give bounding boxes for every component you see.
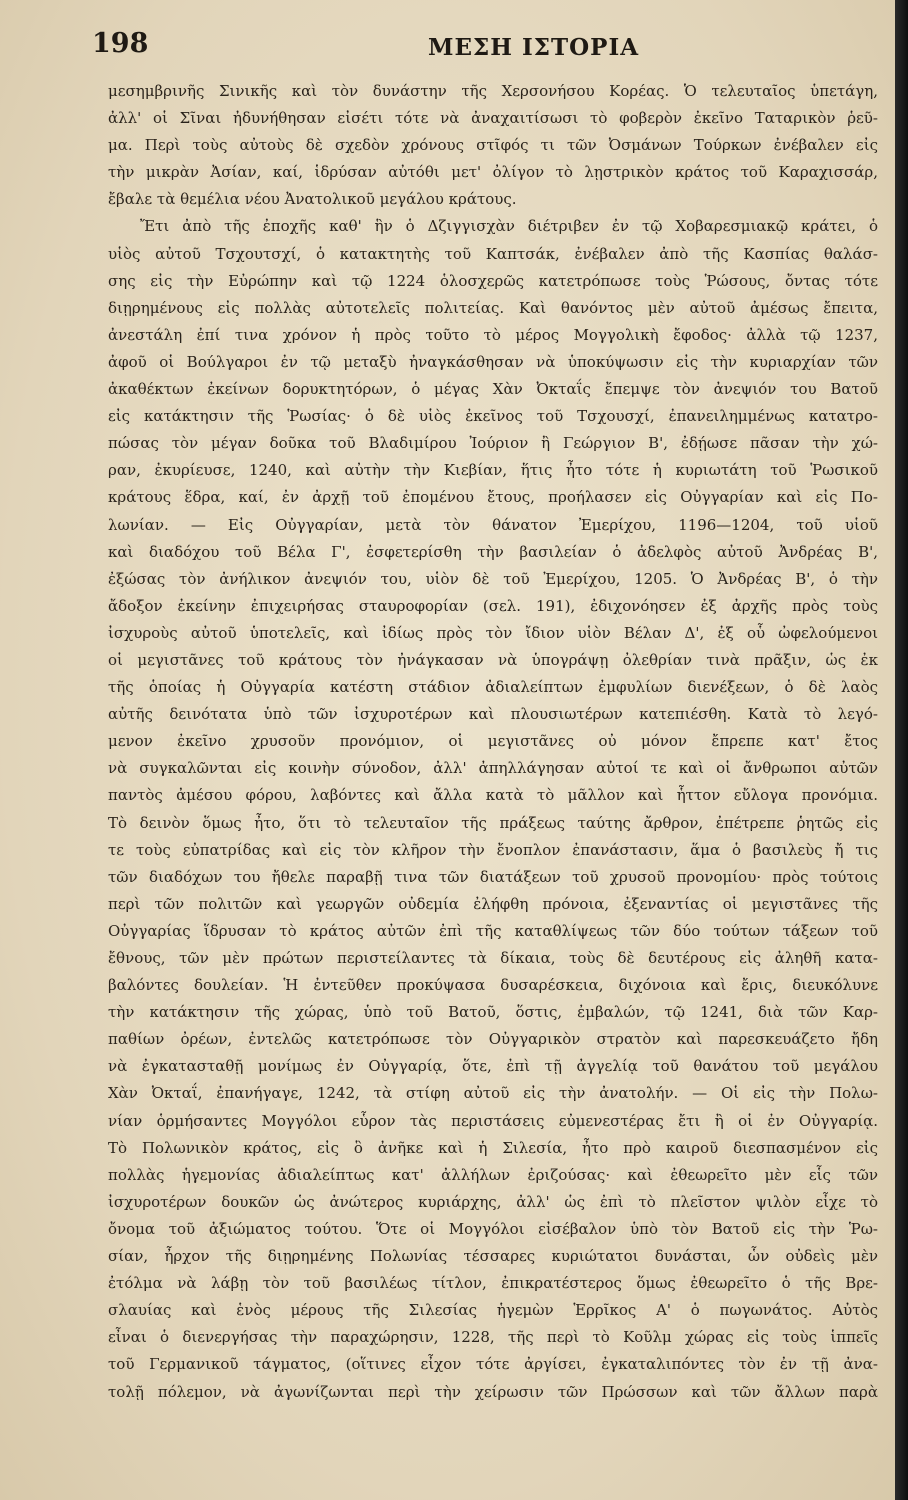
text-line: μενον ἐκεῖνο χρυσοῦν προνόμιον, οἱ μεγιστᾶνες οὐ μόνον ἔπρεπε κατ' ἔτος <box>108 732 878 751</box>
text-line: ἄδοξον ἐκείνην ἐπιχειρήσας σταυροφορίαν (σελ. 191), ἐδιχονόησεν ἐξ ἀρχῆς πρὸς τοὺς <box>108 596 878 615</box>
text-line: ἀνεστάλη ἐπί τινα χρόνον ἡ πρὸς τοῦτο τὸ μέρος Μογγολικὴ ἔφοδος· ἀλλὰ τῷ 1237, <box>108 325 878 344</box>
text-line: σλαυίας καὶ ἑνὸς μέρους τῆς Σιλεσίας ἡγεμὼν Ἑρρῖκος Α' ὁ πωγωνάτος. Αὐτὸς <box>108 1301 878 1320</box>
text-line: ἀφοῦ οἱ Βούλγαροι ἐν τῷ μεταξὺ ἠναγκάσθησαν νὰ ὑποκύψωσιν εἰς τὴν κυριαρχίαν τῶν <box>108 352 878 371</box>
text-line: μεσημβρινῆς Σινικῆς καὶ τὸν δυνάστην τῆς Χερσονήσου Κορέας. Ὁ τελευταῖος ὑπετάγη, <box>108 82 878 100</box>
text-line: εἶναι ὁ διενεργήσας τὴν παραχώρησιν, 1228, τῆς περὶ τὸ Κοῦλμ χώρας εἰς τοὺς ἱππεῖς <box>108 1328 878 1347</box>
text-line: τοῦ Γερμανικοῦ τάγματος, (οἵτινες εἶχον τότε ἀργίσει, ἐγκαταλιπόντες τὸν ἐν τῇ ἀνα- <box>108 1355 878 1374</box>
text-line: Οὐγγαρίας ἵδρυσαν τὸ κράτος αὐτῶν ἐπὶ τῆς καταθλίψεως τῶν δύο τούτων τάξεων τοῦ <box>108 921 878 940</box>
text-line: πολλὰς ἡγεμονίας ἀδιαλείπτως κατ' ἀλλήλων ἐριζούσας· καὶ ἐθεωρεῖτο μὲν εἷς τῶν <box>108 1165 878 1184</box>
text-line: ἰσχυροὺς αὐτοῦ ὑποτελεῖς, καὶ ἰδίως πρὸς τὸν ἴδιον υἱὸν Βέλαν Δ', ἐξ οὗ ὠφελούμενοι <box>108 623 878 642</box>
text-line: νὰ ἐγκατασταθῇ μονίμως ἐν Οὐγγαρίᾳ, ὅτε, ἐπὶ τῇ ἀγγελίᾳ τοῦ θανάτου τοῦ μεγάλου <box>108 1057 878 1076</box>
text-line: Χὰν Ὀκταΐ, ἐπανήγαγε, 1242, τὰ στίφη αὐτοῦ εἰς τὴν ἀνατολήν. — Οἱ εἰς τὴν Πολω- <box>108 1084 878 1103</box>
text-line: πώσας τὸν μέγαν δοῦκα τοῦ Βλαδιμίρου Ἰούριον ἢ Γεώργιον Β', ἐδῄωσε πᾶσαν τὴν χώ- <box>108 434 878 453</box>
text-line: σης εἰς τὴν Εὐρώπην καὶ τῷ 1224 ὁλοσχερῶς κατετρόπωσε τοὺς Ῥώσους, ὄντας τότε <box>108 271 878 290</box>
text-line <box>108 1406 878 1433</box>
text-line: αὐτῆς δεινότατα ὑπὸ τῶν ἰσχυροτέρων καὶ πλουσιωτέρων κατεπιέσθη. Κατὰ τὸ λεγό- <box>108 705 878 724</box>
text-line: Τὸ δεινὸν ὅμως ἦτο, ὅτι τὸ τελευταῖον τῆς πράξεως ταύτης ἄρθρον, ἐπέτρεπε ῥητῶς εἰς <box>108 813 878 832</box>
text-line: ραν, ἐκυρίευσε, 1240, καὶ αὐτὴν τὴν Κιεβίαν, ἥτις ἦτο τότε ἡ κυριωτάτη τοῦ Ῥωσικοῦ <box>108 461 878 480</box>
text-line: νίαν ὁρμήσαντες Μογγόλοι εὗρον τὰς περιστάσεις εὐμενεστέρας ἔτι ἢ οἱ ἐν Οὐγγαρίᾳ. <box>108 1111 878 1130</box>
text-line: παθίων ὀρέων, ἐντελῶς κατετρόπωσε τὸν Οὐγγαρικὸν στρατὸν καὶ παρεσκευάζετο ἤδη <box>108 1030 878 1049</box>
text-line: καὶ διαδόχου τοῦ Βέλα Γ', ἐσφετερίσθη τὴν βασιλείαν ὁ ἀδελφὸς αὐτοῦ Ἀνδρέας Β', <box>108 542 878 561</box>
text-line: ἰσχυροτέρων δουκῶν ὡς ἀνώτερος κυριάρχης, ἀλλ' ὡς ἐπὶ τὸ πλεῖστον ψιλὸν εἶχε τὸ <box>108 1192 878 1211</box>
text-line: υἱὸς αὐτοῦ Τσχουτσχί, ὁ κατακτητὴς τοῦ Καπτσάκ, ἐνέβαλεν ἀπὸ τῆς Κασπίας θαλάσ- <box>108 244 878 263</box>
text-line: περὶ τῶν πολιτῶν καὶ γεωργῶν οὐδεμία ἐλήφθη πρόνοια, ἐξεναντίας οἱ μεγιστᾶνες τῆς <box>108 894 878 913</box>
text-line: Ἔτι ἀπὸ τῆς ἐποχῆς καθ' ἣν ὁ Δζιγγισχὰν διέτριβεν ἐν τῷ Χοβαρεσμιακῷ κράτει, ὁ <box>140 217 878 236</box>
text-line: εἰς κατάκτησιν τῆς Ῥωσίας· ὁ δὲ υἱὸς ἐκεῖνος τοῦ Τσχουσχί, ἐπανειλημμένως κατατρο- <box>108 407 878 426</box>
text-line: διῃρημένους εἰς πολλὰς αὐτοτελεῖς πολιτείας. Καὶ θανόντος μὲν αὐτοῦ ἀμέσως ἔπειτα, <box>108 298 878 317</box>
text-line: μα. Περὶ τοὺς αὐτοὺς δὲ σχεδὸν χρόνους στῖφός τι τῶν Ὀσμάνων Τούρκων ἐνέβαλεν εἰς <box>108 136 878 155</box>
page-header <box>92 28 862 68</box>
text-line: λωνίαν. — Εἰς Οὐγγαρίαν, μετὰ τὸν θάνατον Ἐμερίχου, 1196—1204, τοῦ υἱοῦ <box>108 515 878 534</box>
text-line <box>108 1433 878 1460</box>
text-line: Τὸ Πολωνικὸν κράτος, εἰς ὃ ἀνῆκε καὶ ἡ Σιλεσία, ἦτο πρὸ καιροῦ διεσπασμένον εἰς <box>108 1138 878 1157</box>
text-line: τε τοὺς εὐπατρίδας καὶ εἰς τὸν κλῆρον τὴν ἔνοπλον ἐπανάστασιν, ἅμα ὁ βασιλεὺς ἤ τις <box>108 840 878 859</box>
text-line: ἐτόλμα νὰ λάβῃ τὸν τοῦ βασιλέως τίτλον, ἐπικρατέστερος ὅμως ἐθεωρεῖτο ὁ τῆς Βρε- <box>108 1274 878 1293</box>
book-spine-edge <box>895 0 908 1500</box>
running-title: ΜΕΣΗ ΙΣΤΟΡΙΑ <box>428 34 640 61</box>
text-line: ὄνομα τοῦ ἀξιώματος τούτου. Ὅτε οἱ Μογγόλοι εἰσέβαλον ὑπὸ τὸν Βατοῦ εἰς τὴν Ῥω- <box>108 1219 878 1238</box>
page-number: 198 <box>92 28 149 59</box>
body-text <box>108 78 878 1488</box>
text-line: τολῇ πόλεμον, νὰ ἀγωνίζωνται περὶ τὴν χείρωσιν τῶν Πρώσσων καὶ τῶν ἄλλων παρὰ <box>108 1382 878 1401</box>
text-line: τὴν κατάκτησιν τῆς χώρας, ὑπὸ τοῦ Βατοῦ, ὅστις, ἐμβαλών, τῷ 1241, διὰ τῶν Καρ- <box>108 1003 878 1022</box>
text-line: τῆς ὁποίας ἡ Οὐγγαρία κατέστη στάδιον ἀδιαλείπτων ἐμφυλίων διενέξεων, ὁ δὲ λαὸς <box>108 678 878 697</box>
text-line: βαλόντες δουλείαν. Ἡ ἐντεῦθεν προκύψασα δυσαρέσκεια, διχόνοια καὶ ἔρις, διευκόλυνε <box>108 976 878 995</box>
text-line: τὴν μικρὰν Ἀσίαν, καί, ἱδρύσαν αὐτόθι μετ' ὀλίγον τὸ λῃστρικὸν κράτος τοῦ Καραχισσάρ, <box>108 163 878 182</box>
text-line: οἱ μεγιστᾶνες τοῦ κράτους τὸν ἠνάγκασαν νὰ ὑπογράψῃ ὀλεθρίαν τινὰ πρᾶξιν, ὡς ἐκ <box>108 650 878 669</box>
text-line: ἐξώσας τὸν ἀνήλικον ἀνεψιόν του, υἱὸν δὲ τοῦ Ἐμερίχου, 1205. Ὁ Ἀνδρέας Β', ὁ τὴν <box>108 569 878 588</box>
text-line: παντὸς ἀμέσου φόρου, λαβόντες καὶ ἄλλα κατὰ τὸ μᾶλλον καὶ ἧττον εὔλογα προνόμια. <box>108 786 878 805</box>
text-line: νὰ συγκαλῶνται εἰς κοινὴν σύνοδον, ἀλλ' ἀπηλλάγησαν αὐτοί τε καὶ οἱ ἄνθρωποι αὐτῶν <box>108 759 878 778</box>
text-line: τῶν διαδόχων του ἤθελε παραβῇ τινα τῶν διατάξεων τοῦ χρυσοῦ προνομίου· πρὸς τούτοις <box>108 867 878 886</box>
text-line: σίαν, ἦρχον τῆς διῃρημένης Πολωνίας τέσσαρες κυριώτατοι δυνάσται, ὧν οὐδεὶς μὲν <box>108 1247 878 1266</box>
text-line: ἀλλ' οἱ Σῖναι ἠδυνήθησαν εἰσέτι τότε νὰ ἀναχαιτίσωσι τὸ φοβερὸν ἐκεῖνο Ταταρικὸν ῥεῦ- <box>108 109 878 128</box>
text-line: ἔθνους, τῶν μὲν πρώτων περιστείλαντες τὰ δίκαια, τοὺς δὲ δευτέρους εἰς ἀληθῆ κατα- <box>108 949 878 967</box>
text-line: ἔβαλε τὰ θεμέλια νέου Ἀνατολικοῦ μεγάλου κράτους. <box>108 190 517 209</box>
text-line: κράτους ἕδρα, καί, ἐν ἀρχῇ τοῦ ἐπομένου ἔτους, προήλασεν εἰς Οὐγγαρίαν καὶ εἰς Πο- <box>108 488 878 507</box>
text-line: ἀκαθέκτων ἐκείνων δορυκτητόρων, ὁ μέγας Χὰν Ὀκταΐς ἔπεμψε τὸν ἀνεψιόν του Βατοῦ <box>108 380 878 399</box>
